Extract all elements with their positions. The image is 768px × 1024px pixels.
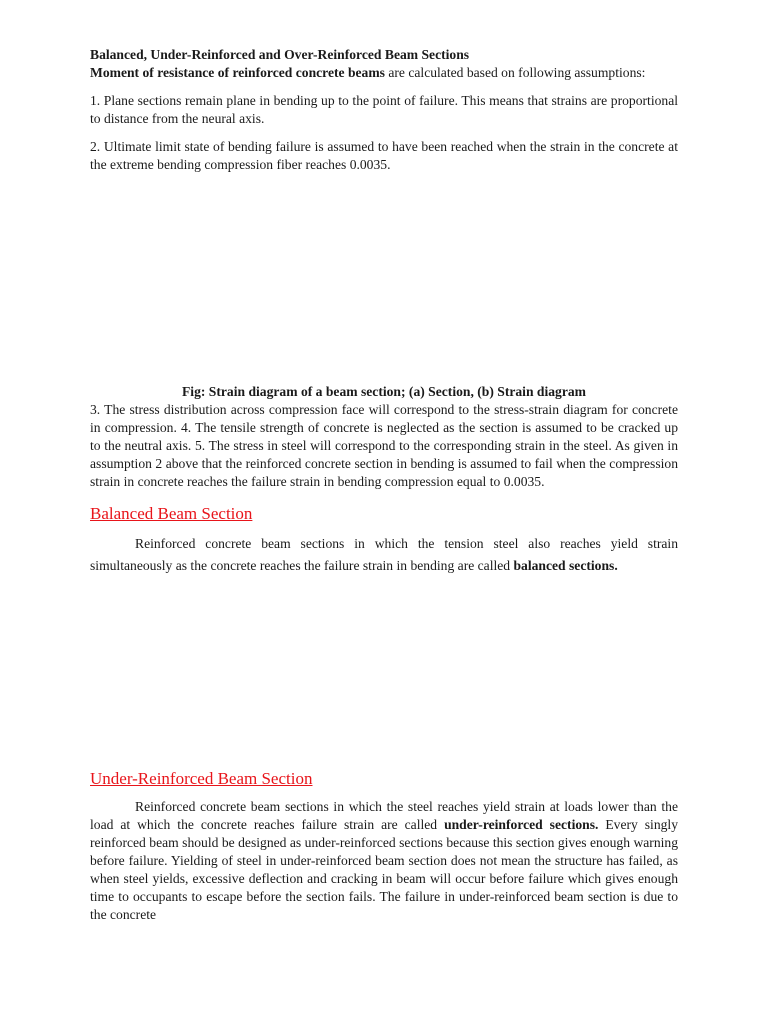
under-reinforced-heading: Under-Reinforced Beam Section xyxy=(90,769,313,788)
balanced-bold: balanced sections. xyxy=(513,558,618,573)
under-reinforced-paragraph xyxy=(90,798,678,924)
assumption-1: 1. Plane sections remain plane in bending up to the point of failure. This means that strains are proportional to distance from the neural axis. xyxy=(90,93,678,126)
under-reinforced-text-after: Every singly reinforced beam should be designed as under-reinforced sections because this section gives enough warning before failure. Yielding of steel in under-reinforced beam section does not mean the structure has failed, as when steel yields, excessive deflection and cracking in beam will occur before failure which gives enough time to occupants to escape before the section fails. The failure in under-reinforced beam section is due to the concrete xyxy=(90,817,678,922)
intro-paragraph xyxy=(90,64,678,82)
figure-placeholder-2 xyxy=(90,577,678,768)
intro-rest: are calculated based on following assumptions: xyxy=(384,65,646,80)
balanced-text: Reinforced concrete beam sections in which the tension steel also reaches yield strain simultaneously as the concrete reaches the failure strain in bending are called xyxy=(90,536,678,573)
assumption-2: 2. Ultimate limit state of bending failure is assumed to have been reached when the strain in the concrete at the extreme bending compression fiber reaches 0.0035. xyxy=(90,139,678,172)
assumptions-3-5: 3. The stress distribution across compression face will correspond to the stress-strain diagram for concrete in compression. 4. The tensile strength of concrete is neglected as the section is assumed to be cracked up to the neutral axis. 5. The stress in steel will correspond to the corresponding strain in the steel. As given in assumption 2 above that the reinforced concrete section in bending is assumed to fail when the compression strain in concrete reaches the failure strain in bending compression equal to 0.0035. xyxy=(90,402,678,489)
balanced-heading: Balanced Beam Section xyxy=(90,504,253,523)
figure-caption: Fig: Strain diagram of a beam section; (a) Section, (b) Strain diagram xyxy=(182,384,586,399)
document-page xyxy=(90,46,678,924)
balanced-paragraph xyxy=(90,533,678,577)
document-title: Balanced, Under-Reinforced and Over-Reinforced Beam Sections xyxy=(90,47,470,62)
intro-bold: Moment of resistance of reinforced concrete beams xyxy=(90,65,385,80)
under-reinforced-bold: under-reinforced sections. xyxy=(444,817,599,832)
under-reinforced-text-before: Reinforced concrete beam sections in which the steel reaches yield strain at loads lower than the load at which the concrete reaches failure strain are called xyxy=(90,799,678,832)
figure-placeholder xyxy=(90,174,678,383)
